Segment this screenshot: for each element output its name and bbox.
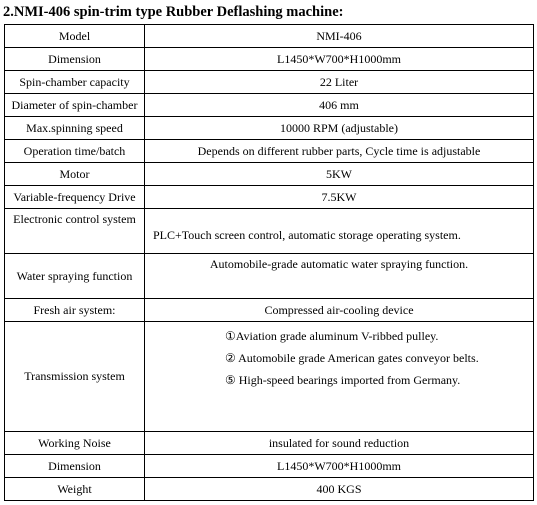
table-row <box>5 254 534 299</box>
transmission-line: ⑤ High-speed bearings imported from Germany. <box>225 373 461 387</box>
row-value: insulated for sound reduction <box>145 432 534 455</box>
table-row <box>5 299 534 322</box>
row-label: Max.spinning speed <box>5 117 145 140</box>
spec-table <box>4 24 534 501</box>
table-row <box>5 94 534 117</box>
row-value: 5KW <box>145 163 534 186</box>
row-label: Dimension <box>5 48 145 71</box>
row-label: Motor <box>5 163 145 186</box>
table-row <box>5 48 534 71</box>
row-value: L1450*W700*H1000mm <box>145 48 534 71</box>
table-row <box>5 478 534 501</box>
table-row <box>5 209 534 254</box>
row-label: Operation time/batch <box>5 140 145 163</box>
row-value <box>145 322 534 432</box>
table-row <box>5 25 534 48</box>
table-row <box>5 140 534 163</box>
row-value: 10000 RPM (adjustable) <box>145 117 534 140</box>
row-value: Compressed air-cooling device <box>145 299 534 322</box>
row-label: Diameter of spin-chamber <box>5 94 145 117</box>
transmission-line: ② Automobile grade American gates conveyor belts. <box>225 351 479 365</box>
row-label: Working Noise <box>5 432 145 455</box>
table-row <box>5 186 534 209</box>
row-value: PLC+Touch screen control, automatic storage operating system. <box>145 209 534 254</box>
row-value: Automobile-grade automatic water spraying function. <box>145 254 534 299</box>
row-value: L1450*W700*H1000mm <box>145 455 534 478</box>
table-row <box>5 322 534 432</box>
row-label: Model <box>5 25 145 48</box>
row-value: 22 Liter <box>145 71 534 94</box>
row-label: Variable-frequency Drive <box>5 186 145 209</box>
row-value: 406 mm <box>145 94 534 117</box>
table-row <box>5 71 534 94</box>
table-row <box>5 432 534 455</box>
row-value: NMI-406 <box>145 25 534 48</box>
row-label: Spin-chamber capacity <box>5 71 145 94</box>
row-label: Transmission system <box>5 322 145 432</box>
row-label: Electronic control system <box>5 209 145 254</box>
table-row <box>5 455 534 478</box>
row-label: Weight <box>5 478 145 501</box>
row-label: Fresh air system: <box>5 299 145 322</box>
table-row <box>5 117 534 140</box>
row-value: 7.5KW <box>145 186 534 209</box>
row-value: 400 KGS <box>145 478 534 501</box>
row-value: Depends on different rubber parts, Cycle time is adjustable <box>145 140 534 163</box>
table-row <box>5 163 534 186</box>
row-label: Water spraying function <box>5 254 145 299</box>
transmission-line: ①Aviation grade aluminum V-ribbed pulley. <box>225 329 439 343</box>
page-title: 2.NMI-406 spin-trim type Rubber Deflashing machine: <box>3 4 344 20</box>
row-label: Dimension <box>5 455 145 478</box>
